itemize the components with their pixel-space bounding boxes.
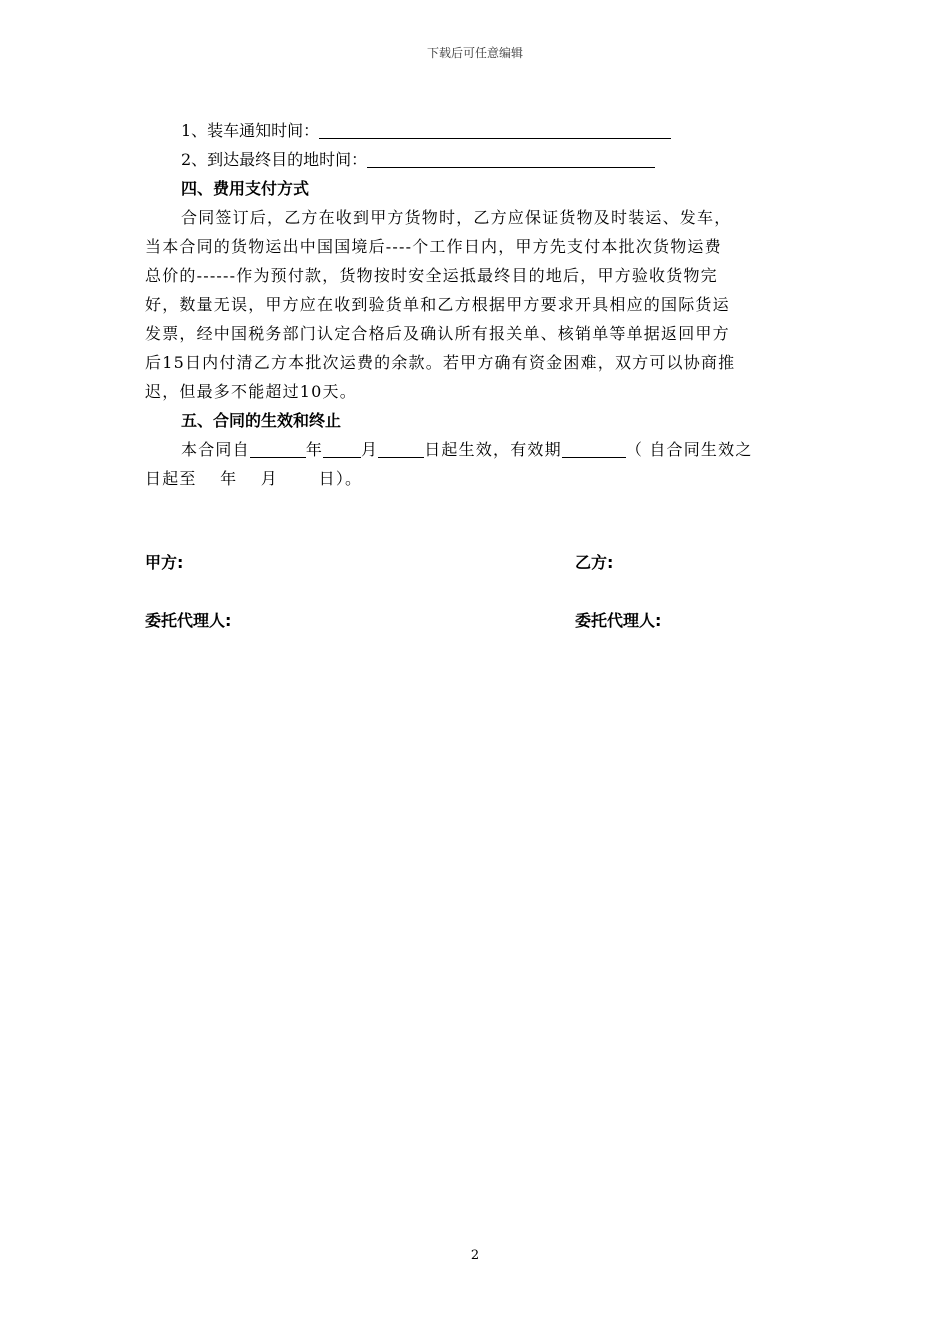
agent-a-label: 委托代理人: [145, 611, 232, 630]
section-5-title: 五、合同的生效和终止 [181, 411, 342, 430]
validity-label: 日起生效，有效期 [424, 440, 562, 459]
party-a-label: 甲方: [145, 553, 184, 572]
month-label: 月 [361, 440, 379, 459]
section-5-line-2: 日起至 年 月 日）。 [145, 469, 363, 488]
year-label: 年 [305, 440, 324, 459]
section-4-title: 四、费用支付方式 [181, 179, 310, 198]
section-4-line: 合同签订后，乙方在收到甲方货物时，乙方应保证货物及时装运、发车， [181, 208, 732, 227]
section-4-line: 当本合同的货物运出中国国境后----个工作日内，甲方先支付本批次货物运费 [145, 237, 722, 256]
section-4-line: 后15日内付清乙方本批次运费的余款。若甲方确有资金困难，双方可以协商推 [145, 353, 736, 372]
agent-b-label: 委托代理人: [575, 611, 662, 630]
item-loading-notice-label: 1、装车通知时间： [181, 121, 320, 140]
page-number: 2 [470, 1248, 480, 1263]
item-loading-notice [145, 116, 807, 145]
loading-notice-blank [319, 120, 671, 139]
day-blank [378, 439, 424, 458]
section-4-paragraph [145, 203, 807, 406]
page-header: 下载后可任意编辑 [426, 46, 523, 60]
month-blank [323, 439, 361, 458]
arrival-time-blank [367, 149, 655, 168]
document-body [145, 116, 807, 493]
section-4-line: 迟，但最多不能超过10天。 [145, 382, 357, 401]
section-5-line-1 [145, 435, 807, 464]
item-arrival-time-label: 2、到达最终目的地时间： [181, 150, 368, 169]
party-b-label: 乙方: [575, 553, 614, 572]
year-blank [250, 439, 306, 458]
effective-from-label: 本合同自 [181, 440, 250, 459]
validity-note: （ 自合同生效之 [625, 440, 753, 459]
section-4-line: 好，数量无误，甲方应在收到验货单和乙方根据甲方要求开具相应的国际货运 [145, 295, 730, 314]
section-4-line: 发票，经中国税务部门认定合格后及确认所有报关单、核销单等单据返回甲方 [145, 324, 730, 343]
item-arrival-time [145, 145, 807, 174]
validity-blank [562, 439, 626, 458]
section-4-line: 总价的------作为预付款，货物按时安全运抵最终目的地后，甲方验收货物完 [145, 266, 718, 285]
